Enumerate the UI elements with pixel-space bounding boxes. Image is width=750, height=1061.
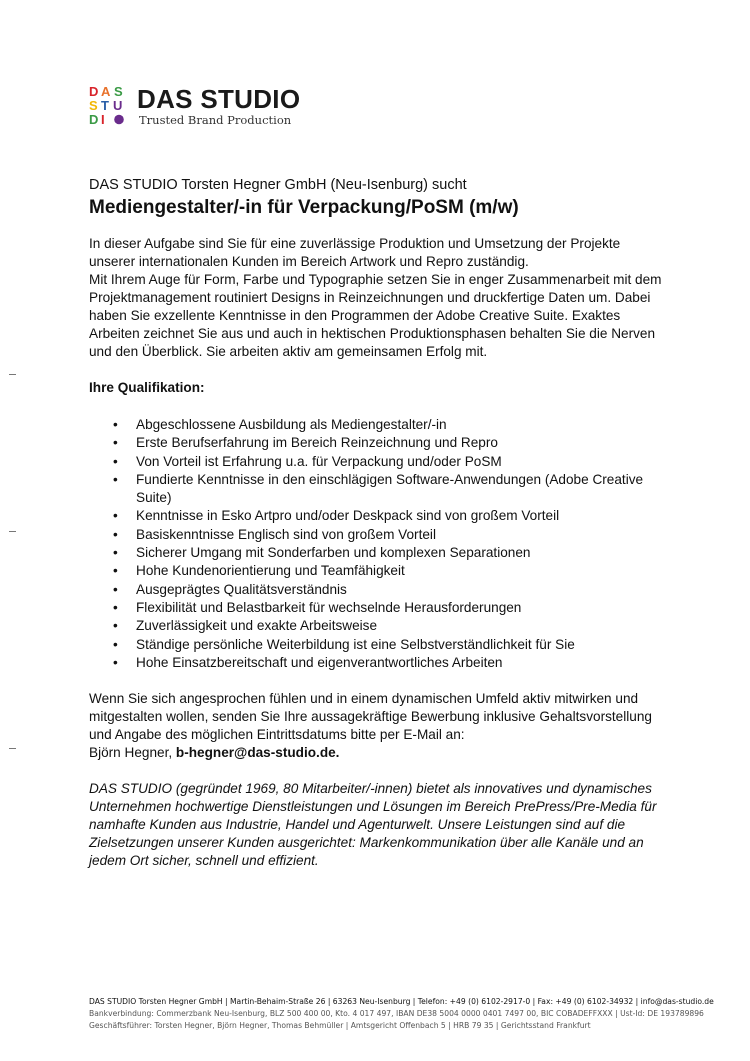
list-item bbox=[89, 654, 669, 672]
footer-address-line: DAS STUDIO Torsten Hegner GmbH | Martin-Behaim-Straße 26 | 63263 Neu-Isenburg | Telefon: +49 (0) 6102-2917-0 | Fax: +49 (0) 6102-34932 | info@das-studio.de bbox=[89, 997, 714, 1006]
contact-email-link[interactable]: b-hegner@das-studio.de. bbox=[175, 745, 340, 761]
contact-name: Björn Hegner, bbox=[89, 745, 176, 761]
bullet-icon: • bbox=[113, 563, 118, 579]
logo-letter-s2: S bbox=[89, 98, 98, 113]
logo-letter-i: I bbox=[101, 112, 105, 127]
bullet-icon: • bbox=[113, 435, 118, 451]
qualification-text: Flexibilität und Belastbarkeit für wechselnde Herausforderungen bbox=[136, 599, 522, 615]
logo-letter-u: U bbox=[113, 98, 123, 113]
qualification-text: Abgeschlossene Ausbildung als Mediengestalter/-in bbox=[136, 417, 447, 432]
bullet-icon: • bbox=[113, 453, 118, 469]
list-item bbox=[89, 544, 669, 562]
logo-letter-d2: D bbox=[89, 112, 99, 127]
footer-bank-line: Bankverbindung: Commerzbank Neu-Isenburg, BLZ 500 400 00, Kto. 4 017 497, IBAN DE38 5004 0000 0401 7497 00, BIC COBADEFFXXX | Ust-Id: DE 193789896 bbox=[89, 1009, 704, 1018]
qualification-text: Ständige persönliche Weiterbildung ist eine Selbstverständlichkeit für Sie bbox=[136, 636, 575, 652]
job-title: Mediengestalter/-in für Verpackung/PoSM (m/w) bbox=[89, 197, 519, 218]
qualification-text: Sicherer Umgang mit Sonderfarben und komplexen Separationen bbox=[136, 545, 531, 561]
job-posting bbox=[89, 176, 669, 870]
job-intro-paragraph-1: In dieser Aufgabe sind Sie für eine zuverlässige Produktion und Umsetzung der Projekte unserer internationalen Kunden im Bereich Artwork und Repro zuständig. bbox=[89, 236, 621, 269]
das-studio-logo-mark bbox=[89, 84, 129, 128]
qualification-text: Basiskenntnisse Englisch sind von großem Vorteil bbox=[136, 526, 436, 542]
bullet-icon: • bbox=[113, 654, 118, 670]
list-item bbox=[89, 562, 669, 580]
qualification-text: Erste Berufserfahrung im Bereich Reinzeichnung und Repro bbox=[136, 435, 498, 451]
fold-mark-1 bbox=[9, 374, 16, 375]
bullet-icon: • bbox=[113, 636, 118, 652]
list-item bbox=[89, 434, 669, 452]
bullet-icon: • bbox=[113, 471, 118, 487]
qualifications-list bbox=[89, 416, 669, 672]
qualification-text: Zuverlässigkeit und exakte Arbeitsweise bbox=[136, 618, 378, 634]
logo-tagline: Trusted Brand Production bbox=[139, 113, 292, 127]
contact-paragraph bbox=[89, 690, 669, 762]
list-item bbox=[89, 507, 669, 525]
logo-letter-s: S bbox=[114, 84, 123, 99]
logo-letter-d: D bbox=[89, 84, 99, 99]
logo-name: DAS STUDIO bbox=[137, 84, 301, 114]
qualifications-heading: Ihre Qualifikation: bbox=[89, 380, 205, 395]
fold-mark-2 bbox=[9, 531, 16, 532]
list-item bbox=[89, 599, 669, 617]
logo-letter-a: A bbox=[101, 84, 111, 99]
bullet-icon: • bbox=[113, 508, 118, 524]
company-about: DAS STUDIO (gegründet 1969, 80 Mitarbeiter/-innen) bietet als innovatives und dynamisches Unternehmen hochwertige Dienstleistungen und Lösungen im Bereich PrePress/Pre-Media für namhafte Kunden aus Industrie, Handel und Agenturwelt. Unsere Leistungen sind auf die Zielsetzungen unserer Kunden ausgerichtet: Markenkommunikation über alle Kanäle und an jedem Ort sicher, schnell und effizient. bbox=[89, 781, 657, 869]
list-item bbox=[89, 636, 669, 654]
footer-management-line: Geschäftsführer: Torsten Hegner, Björn Hegner, Thomas Behmüller | Amtsgericht Offenbach 5 | HRB 79 35 | Gerichtsstand Frankfurt bbox=[89, 1021, 591, 1030]
bullet-icon: • bbox=[113, 599, 118, 615]
list-item bbox=[89, 617, 669, 635]
bullet-icon: • bbox=[113, 581, 118, 597]
bullet-icon: • bbox=[113, 545, 118, 561]
bullet-icon: • bbox=[113, 417, 118, 432]
job-subtitle: DAS STUDIO Torsten Hegner GmbH (Neu-Isenburg) sucht bbox=[89, 177, 467, 193]
qualification-text: Hohe Kundenorientierung und Teamfähigkeit bbox=[136, 563, 405, 579]
qualification-text: Von Vorteil ist Erfahrung u.a. für Verpackung und/oder PoSM bbox=[136, 453, 502, 469]
list-item bbox=[89, 471, 669, 508]
list-item bbox=[89, 416, 669, 434]
job-intro bbox=[89, 235, 669, 361]
list-item bbox=[89, 526, 669, 544]
qualification-text: Kenntnisse in Esko Artpro und/oder Deskpack sind von großem Vorteil bbox=[136, 508, 560, 524]
logo-letter-t: T bbox=[101, 98, 109, 113]
qualification-text: Hohe Einsatzbereitschaft und eigenverantwortliches Arbeiten bbox=[136, 654, 503, 670]
logo-letter-o-dot bbox=[114, 115, 124, 125]
job-intro-paragraph-2: Mit Ihrem Auge für Form, Farbe und Typographie setzen Sie in enger Zusammenarbeit mit dem Projektmanagement routiniert Designs in Reinzeichnungen und druckfertige Daten um. Dabei haben Sie exzellente Kenntnisse in den Programmen der Adobe Creative Suite. Exaktes Arbeiten zeichnet Sie aus und auch in hektischen Produktionsphasen behalten Sie die Nerven und den Überblick. Sie arbeiten aktiv am gemeinsamen Erfolg mit. bbox=[89, 272, 662, 359]
contact-text: Wenn Sie sich angesprochen fühlen und in einem dynamischen Umfeld aktiv mitwirken und mitgestalten wollen, senden Sie Ihre aussagekräftige Bewerbung inklusive Gehaltsvorstellung und Angabe des möglichen Eintrittsdatums bitte per E-Mail an: bbox=[89, 691, 652, 743]
list-item bbox=[89, 453, 669, 471]
bullet-icon: • bbox=[113, 618, 118, 634]
list-item bbox=[89, 581, 669, 599]
bullet-icon: • bbox=[113, 526, 118, 542]
fold-mark-3 bbox=[9, 748, 16, 749]
qualification-text: Ausgeprägtes Qualitätsverständnis bbox=[136, 581, 347, 597]
qualification-text: Fundierte Kenntnisse in den einschlägigen Software-Anwendungen (Adobe Creative Suite) bbox=[136, 471, 644, 506]
page-footer bbox=[89, 996, 714, 1032]
